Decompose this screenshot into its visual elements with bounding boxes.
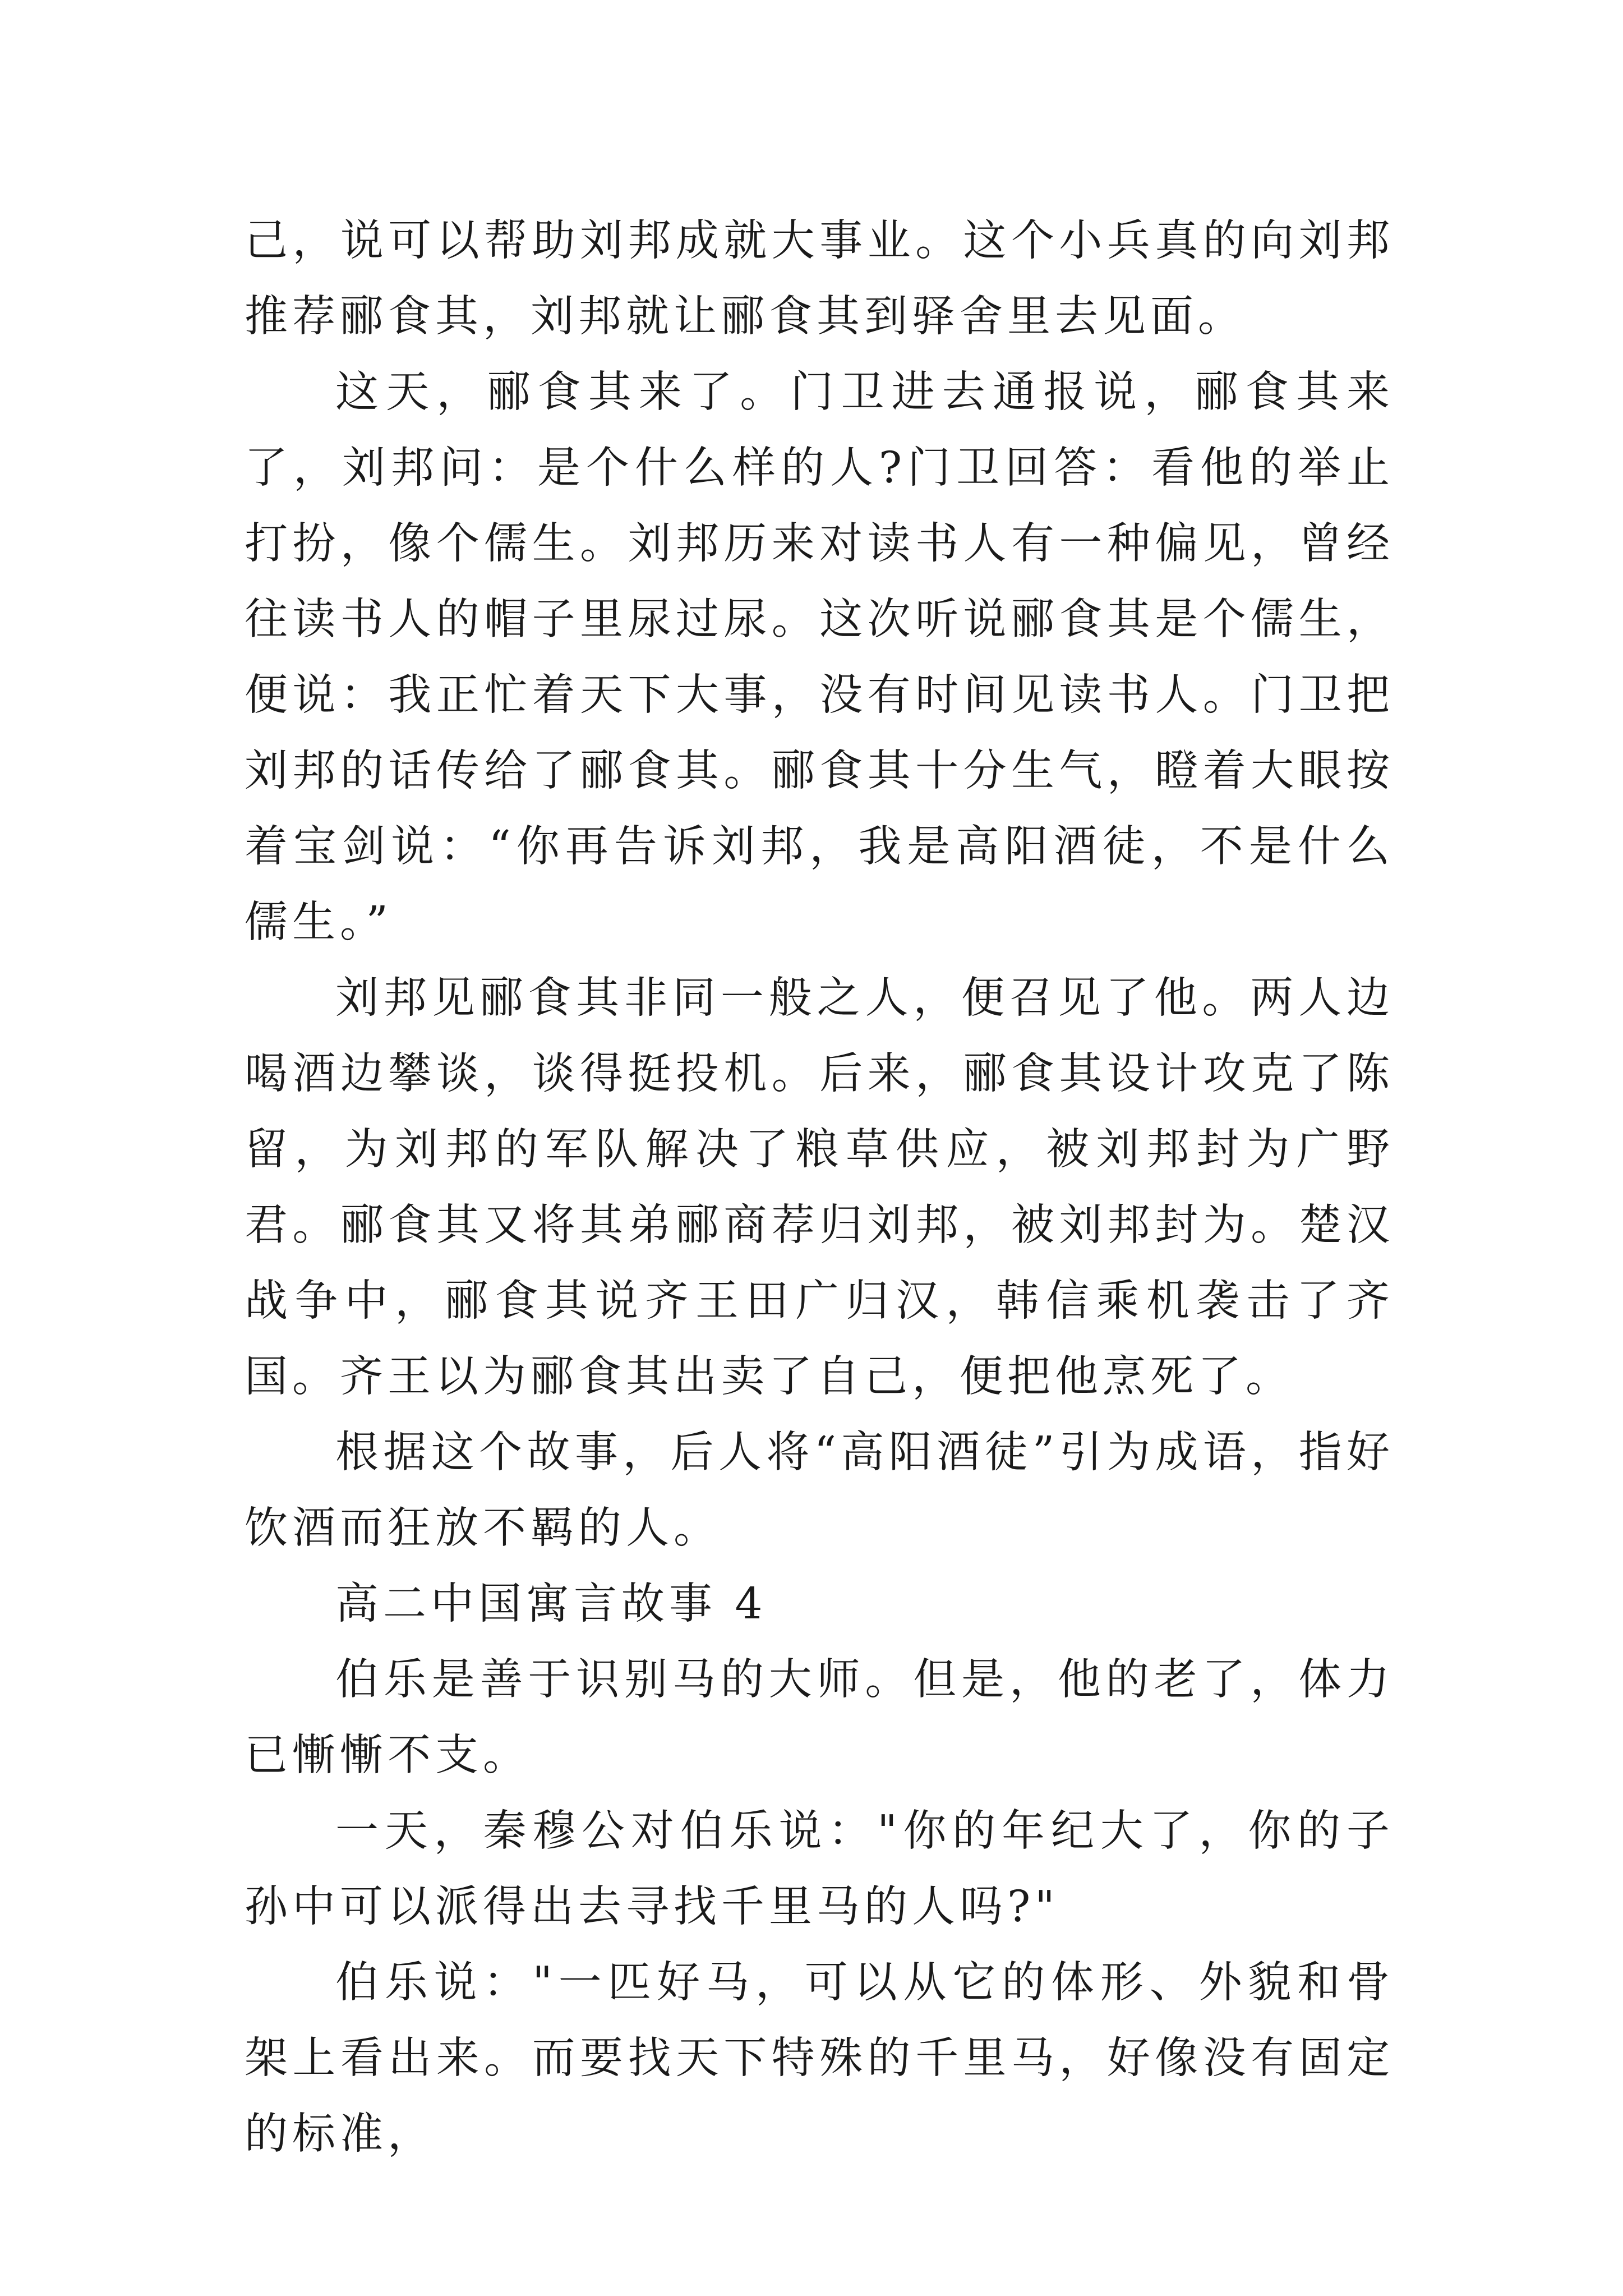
- paragraph-idiom-origin: 根据这个故事，后人将“高阳酒徒”引为成语，指好饮酒而狂放不羁的人。: [245, 1428, 1394, 1553]
- document-body: [245, 203, 1394, 2172]
- paragraph-bole-intro: 伯乐是善于识别马的大师。但是，他的老了，体力已慚慚不支。: [245, 1655, 1394, 1780]
- paragraph-gatekeeper-report: 这天，郦食其来了。门卫进去通报说，郦食其来了，刘邦问：是个什么样的人?门卫回答：看他的举止打扮，像个儒生。刘邦历来对读书人有一种偏见，曾经往读书人的帽子里尿过尿。这次听说郦食其是个儒生，便说：我正忙着天下大事，没有时间见读书人。门卫把刘邦的话传给了郦食其。郦食其十分生气，瞪着大眼按着宝剑说：“你再告诉刘邦，我是高阳酒徒，不是什么儒生。”: [245, 367, 1394, 947]
- paragraph-duke-question: 一天，秦穆公对伯乐说："你的年纪大了，你的子孙中可以派得出去寻找千里马的人吗?": [245, 1806, 1394, 1932]
- section-heading: 高二中国寓言故事 4: [335, 1579, 767, 1629]
- paragraph-bole-answer: 伯乐说："一匹好马，可以从它的体形、外貌和骨架上看出来。而要找天下特殊的千里马，好像没有固定的标准，: [245, 1958, 1394, 2159]
- paragraph-continuation: 己，说可以帮助刘邦成就大事业。这个小兵真的向刘邦推荐郦食其，刘邦就让郦食其到驿舍里去见面。: [245, 216, 1394, 342]
- paragraph-liubang-meets-li: 刘邦见郦食其非同一般之人，便召见了他。两人边喝酒边攀谈，谈得挺投机。后来，郦食其设计攻克了陈留，为刘邦的军队解决了粮草供应，被刘邦封为广野君。郦食其又将其弟郦商荐归刘邦，被刘邦封为。楚汉战争中，郦食其说齐王田广归汉，韩信乘机袭击了齐国。齐王以为郦食其出卖了自己，便把他烹死了。: [245, 973, 1394, 1402]
